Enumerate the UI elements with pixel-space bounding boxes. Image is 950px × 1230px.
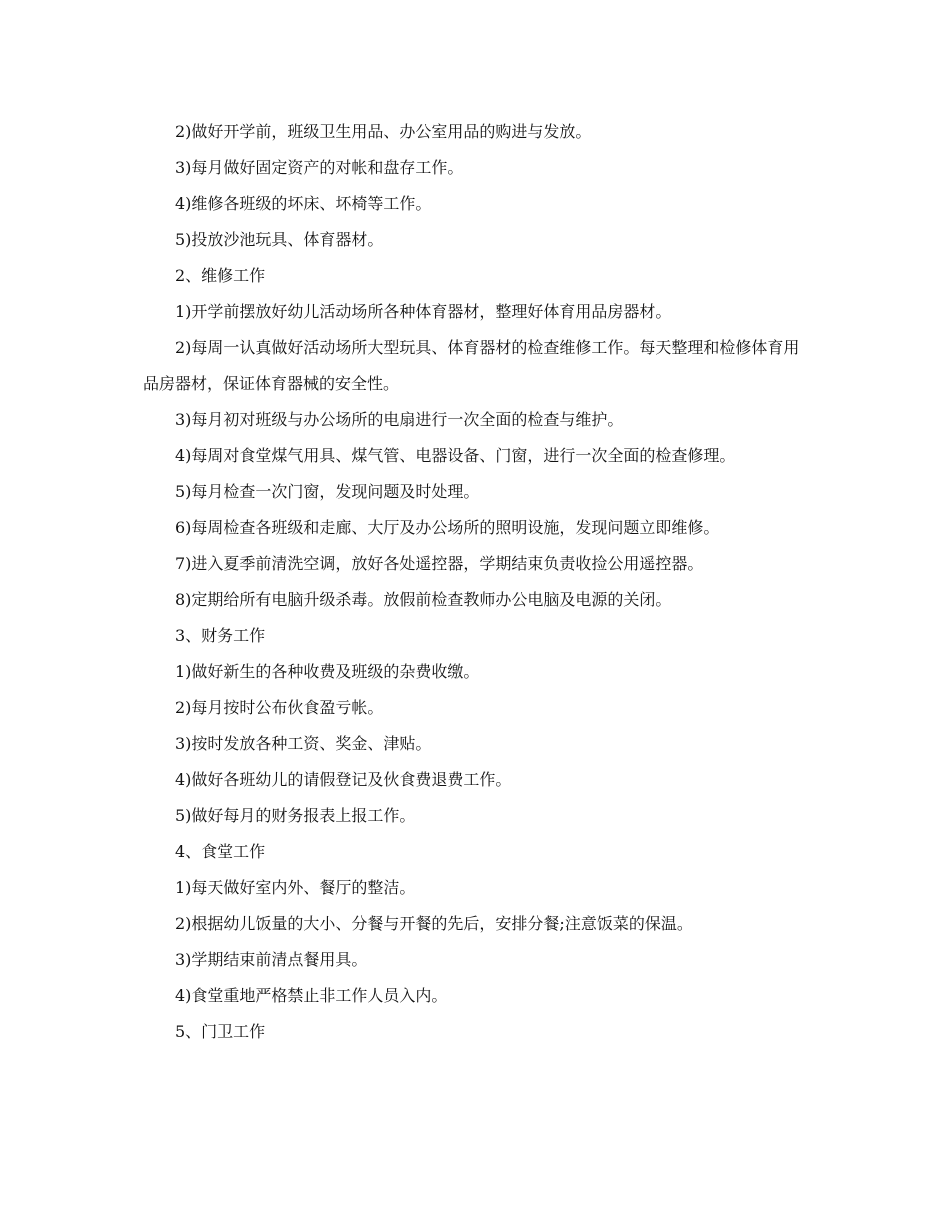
- section-heading: 2、维修工作: [175, 266, 266, 285]
- document-body: [143, 114, 808, 1050]
- paragraph: 4)做好各班幼儿的请假登记及伙食费退费工作。: [175, 770, 512, 789]
- paragraph: 3)学期结束前清点餐用具。: [175, 950, 368, 969]
- paragraph: 7)进入夏季前清洗空调，放好各处遥控器，学期结束负责收捡公用遥控器。: [175, 554, 704, 573]
- paragraph: 3)每月做好固定资产的对帐和盘存工作。: [175, 158, 464, 177]
- paragraph: 1)做好新生的各种收费及班级的杂费收缴。: [175, 662, 480, 681]
- section-heading: 5、门卫工作: [175, 1022, 266, 1041]
- section-heading: 4、食堂工作: [175, 842, 266, 861]
- paragraph: 2)每周一认真做好活动场所大型玩具、体育器材的检查维修工作。每天整理和检修体育用品房器材，保证体育器械的安全性。: [143, 338, 800, 393]
- paragraph: 2)做好开学前，班级卫生用品、办公室用品的购进与发放。: [175, 122, 592, 141]
- paragraph: 6)每周检查各班级和走廊、大厅及办公场所的照明设施，发现问题立即维修。: [175, 518, 720, 537]
- paragraph: 5)投放沙池玩具、体育器材。: [175, 230, 384, 249]
- paragraph: 4)每周对食堂煤气用具、煤气管、电器设备、门窗，进行一次全面的检查修理。: [175, 446, 736, 465]
- paragraph: 2)根据幼儿饭量的大小、分餐与开餐的先后，安排分餐;注意饭菜的保温。: [175, 914, 693, 933]
- paragraph: 2)每月按时公布伙食盈亏帐。: [175, 698, 384, 717]
- paragraph: 4)食堂重地严格禁止非工作人员入内。: [175, 986, 448, 1005]
- section-heading: 3、财务工作: [175, 626, 266, 645]
- paragraph: 3)每月初对班级与办公场所的电扇进行一次全面的检查与维护。: [175, 410, 624, 429]
- paragraph: 3)按时发放各种工资、奖金、津贴。: [175, 734, 432, 753]
- paragraph: 4)维修各班级的坏床、坏椅等工作。: [175, 194, 432, 213]
- paragraph: 5)每月检查一次门窗，发现问题及时处理。: [175, 482, 480, 501]
- paragraph: 8)定期给所有电脑升级杀毒。放假前检查教师办公电脑及电源的关闭。: [175, 590, 672, 609]
- paragraph: 5)做好每月的财务报表上报工作。: [175, 806, 416, 825]
- paragraph: 1)开学前摆放好幼儿活动场所各种体育器材，整理好体育用品房器材。: [175, 302, 672, 321]
- paragraph: 1)每天做好室内外、餐厅的整洁。: [175, 878, 416, 897]
